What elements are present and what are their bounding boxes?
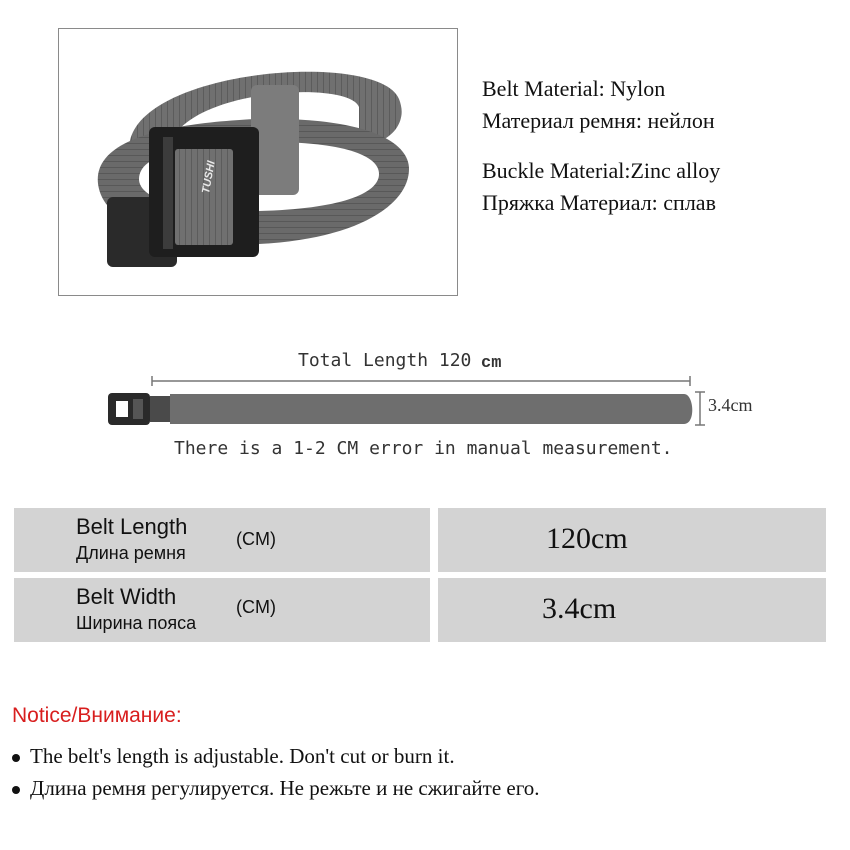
- belt-length-label-ru: Длина ремня: [76, 543, 186, 563]
- size-table: [14, 508, 826, 642]
- error-note: There is a 1-2 CM error in manual measurement.: [174, 438, 673, 459]
- total-length-label: Total Length 120: [298, 350, 472, 371]
- brand-mark: TUSHI: [200, 159, 218, 195]
- flat-belt-strap: [170, 394, 692, 424]
- total-length-unit: cm: [481, 354, 502, 373]
- belt-length-unit: (CM): [236, 529, 276, 549]
- measurement-diagram: [0, 330, 850, 470]
- belt-illustration: [59, 29, 457, 295]
- belt-material-en: Belt Material: Nylon: [482, 76, 666, 101]
- belt-width-value: 3.4cm: [542, 592, 617, 625]
- notice-item-text: The belt's length is adjustable. Don't cut or burn it.: [30, 744, 455, 768]
- bullet-icon: [12, 754, 20, 762]
- notice-item: [12, 744, 455, 769]
- belt-width-label-en: Belt Width: [76, 584, 177, 609]
- buckle-material-ru: Пряжка Материал: сплав: [482, 190, 716, 215]
- belt-length-value: 120cm: [546, 522, 628, 555]
- belt-material-ru: Материал ремня: нейлон: [482, 108, 715, 133]
- notice-item-text: Длина ремня регулируется. Не режьте и не сжигайте его.: [30, 776, 540, 800]
- belt-width-label-ru: Ширина пояса: [76, 613, 197, 633]
- belt-width-unit: (CM): [236, 597, 276, 617]
- bullet-icon: [12, 786, 20, 794]
- buckle-material-en: Buckle Material:Zinc alloy: [482, 158, 721, 183]
- product-photo: [58, 28, 458, 296]
- table-row-width-label-cell: [14, 578, 430, 642]
- width-label: 3.4cm: [708, 395, 753, 415]
- table-row-width-value-cell: [438, 578, 826, 642]
- table-row-length-label-cell: [14, 508, 430, 572]
- flat-buckle: [108, 393, 172, 425]
- notice-title: Notice/Внимание:: [12, 704, 182, 727]
- belt-length-label-en: Belt Length: [76, 514, 188, 539]
- notice-item: [12, 776, 540, 801]
- table-row-length-value-cell: [438, 508, 826, 572]
